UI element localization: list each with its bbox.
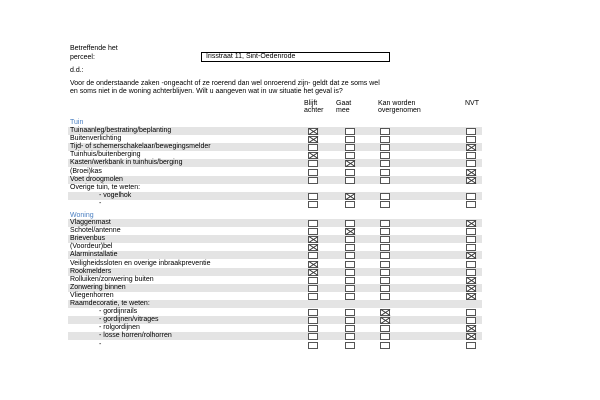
overgenomen-checkbox[interactable] [380, 177, 390, 184]
nvt-checkbox[interactable] [466, 244, 476, 251]
overgenomen-checkbox[interactable] [380, 277, 390, 284]
gaat-mee-checkbox[interactable] [345, 220, 355, 227]
overgenomen-checkbox[interactable] [380, 333, 390, 340]
nvt-checkbox[interactable] [466, 285, 476, 292]
nvt-checkbox[interactable] [466, 342, 476, 349]
gaat-mee-checkbox[interactable] [345, 261, 355, 268]
blijft-achter-checkbox[interactable] [308, 236, 318, 243]
table-row [68, 192, 482, 200]
blijft-achter-checkbox[interactable] [308, 177, 318, 184]
nvt-checkbox[interactable] [466, 193, 476, 200]
row-label: - rolgordijnen [99, 324, 140, 332]
perceel-value: Irisstraat 11, Sint-Oedenrode [206, 53, 296, 60]
nvt-checkbox[interactable] [466, 252, 476, 259]
blijft-achter-checkbox[interactable] [308, 261, 318, 268]
nvt-checkbox[interactable] [466, 333, 476, 340]
table-row [68, 268, 482, 276]
row-label: - losse horren/rolhorren [99, 332, 172, 340]
nvt-checkbox[interactable] [466, 220, 476, 227]
row-label: Tuinhuis/buitenberging [70, 151, 141, 159]
perceel-field[interactable] [201, 52, 390, 62]
blijft-achter-checkbox[interactable] [308, 325, 318, 332]
blijft-achter-checkbox[interactable] [308, 285, 318, 292]
gaat-mee-checkbox[interactable] [345, 285, 355, 292]
overgenomen-checkbox[interactable] [380, 136, 390, 143]
row-label: - vogelhok [99, 191, 132, 199]
row-label: Kasten/werkbank in tuinhuis/berging [70, 159, 183, 167]
overgenomen-checkbox[interactable] [380, 244, 390, 251]
table-row [68, 341, 482, 349]
intro-line-2: en soms niet in de woning achterblijven. Wilt u aangeven wat in uw situatie het geval is? [70, 88, 343, 95]
table-row [68, 200, 482, 208]
gaat-mee-checkbox[interactable] [345, 269, 355, 276]
row-label: Rolluiken/zonwering buiten [70, 275, 154, 283]
blijft-achter-checkbox[interactable] [308, 193, 318, 200]
table-row [68, 292, 482, 300]
table-row [68, 184, 482, 192]
gaat-mee-checkbox[interactable] [345, 144, 355, 151]
overgenomen-checkbox[interactable] [380, 293, 390, 300]
gaat-mee-checkbox[interactable] [345, 136, 355, 143]
table-row [68, 308, 482, 316]
table-row [68, 168, 482, 176]
blijft-achter-checkbox[interactable] [308, 269, 318, 276]
nvt-checkbox[interactable] [466, 177, 476, 184]
blijft-achter-checkbox[interactable] [308, 252, 318, 259]
row-label: Rookmelders [70, 267, 112, 275]
overgenomen-checkbox[interactable] [380, 252, 390, 259]
row-label: Alarminstallatie [70, 251, 118, 259]
overgenomen-checkbox[interactable] [380, 169, 390, 176]
col-blijft-achter: Blijft achter [304, 100, 324, 114]
overgenomen-checkbox[interactable] [380, 193, 390, 200]
row-label: - [99, 199, 102, 207]
blijft-achter-checkbox[interactable] [308, 228, 318, 235]
gaat-mee-checkbox[interactable] [345, 193, 355, 200]
overgenomen-checkbox[interactable] [380, 220, 390, 227]
gaat-mee-checkbox[interactable] [345, 317, 355, 324]
nvt-checkbox[interactable] [466, 169, 476, 176]
nvt-checkbox[interactable] [466, 160, 476, 167]
overgenomen-checkbox[interactable] [380, 128, 390, 135]
row-label: - gordijnrails [99, 308, 138, 316]
blijft-achter-checkbox[interactable] [308, 144, 318, 151]
gaat-mee-checkbox[interactable] [345, 309, 355, 316]
gaat-mee-checkbox[interactable] [345, 128, 355, 135]
overgenomen-checkbox[interactable] [380, 285, 390, 292]
nvt-checkbox[interactable] [466, 201, 476, 208]
nvt-checkbox[interactable] [466, 136, 476, 143]
blijft-achter-checkbox[interactable] [308, 244, 318, 251]
nvt-checkbox[interactable] [466, 309, 476, 316]
section-woning: Woning [70, 212, 94, 219]
overgenomen-checkbox[interactable] [380, 261, 390, 268]
overgenomen-checkbox[interactable] [380, 325, 390, 332]
table-row [68, 251, 482, 259]
perceel-label: perceel: [70, 54, 95, 61]
table-row [68, 176, 482, 184]
blijft-achter-checkbox[interactable] [308, 201, 318, 208]
col-nvt: NVT [465, 100, 479, 107]
row-label: (Voordeur)bel [70, 243, 113, 251]
gaat-mee-checkbox[interactable] [345, 293, 355, 300]
row-label: Vlaggenmast [70, 219, 111, 226]
row-label: Overige tuin, te weten: [70, 183, 141, 191]
date-label: d.d.: [70, 67, 84, 74]
table-row [68, 135, 482, 143]
gaat-mee-checkbox[interactable] [345, 252, 355, 259]
gaat-mee-checkbox[interactable] [345, 333, 355, 340]
blijft-achter-checkbox[interactable] [308, 160, 318, 167]
col-kan-worden-overgenomen: Kan worden overgenomen [378, 100, 421, 114]
overgenomen-checkbox[interactable] [380, 160, 390, 167]
row-label: Veiligheidssloten en overige inbraakpreventie [70, 259, 211, 267]
blijft-achter-checkbox[interactable] [308, 309, 318, 316]
overgenomen-checkbox[interactable] [380, 309, 390, 316]
section-tuin: Tuin [70, 119, 84, 126]
table-row [68, 276, 482, 284]
row-label: Schotel/antenne [70, 227, 121, 235]
row-label: Brievenbus [70, 235, 106, 243]
row-label: Tuinaanleg/bestrating/beplanting [70, 127, 172, 134]
gaat-mee-checkbox[interactable] [345, 228, 355, 235]
table-row [68, 227, 482, 235]
blijft-achter-checkbox[interactable] [308, 317, 318, 324]
blijft-achter-checkbox[interactable] [308, 333, 318, 340]
gaat-mee-checkbox[interactable] [345, 244, 355, 251]
row-label: Voet droogmolen [70, 175, 123, 183]
table-row [68, 151, 482, 159]
table-row [68, 324, 482, 332]
blijft-achter-checkbox[interactable] [308, 220, 318, 227]
gaat-mee-checkbox[interactable] [345, 177, 355, 184]
gaat-mee-checkbox[interactable] [345, 236, 355, 243]
gaat-mee-checkbox[interactable] [345, 342, 355, 349]
blijft-achter-checkbox[interactable] [308, 128, 318, 135]
nvt-checkbox[interactable] [466, 228, 476, 235]
row-label: Raamdecoratie, te weten: [70, 300, 150, 307]
intro-line-1: Voor de onderstaande zaken -ongeacht of ze roerend dan wel onroerend zijn- geldt dat ze soms wel [70, 80, 380, 87]
gaat-mee-checkbox[interactable] [345, 325, 355, 332]
blijft-achter-checkbox[interactable] [308, 152, 318, 159]
blijft-achter-checkbox[interactable] [308, 277, 318, 284]
table-row [68, 143, 482, 151]
overgenomen-checkbox[interactable] [380, 152, 390, 159]
nvt-checkbox[interactable] [466, 277, 476, 284]
table-row [68, 260, 482, 268]
nvt-checkbox[interactable] [466, 152, 476, 159]
row-label: (Broei)kas [70, 167, 102, 175]
overgenomen-checkbox[interactable] [380, 317, 390, 324]
row-label: Zonwering binnen [70, 283, 126, 291]
overgenomen-checkbox[interactable] [380, 236, 390, 243]
overgenomen-checkbox[interactable] [380, 342, 390, 349]
row-label: Vliegenhorren [70, 291, 114, 299]
nvt-checkbox[interactable] [466, 269, 476, 276]
table-row [68, 127, 482, 135]
betreffende-label: Betreffende het [70, 45, 118, 52]
table-row [68, 219, 482, 227]
table-row [68, 332, 482, 340]
nvt-checkbox[interactable] [466, 317, 476, 324]
gaat-mee-checkbox[interactable] [345, 277, 355, 284]
nvt-checkbox[interactable] [466, 144, 476, 151]
gaat-mee-checkbox[interactable] [345, 152, 355, 159]
nvt-checkbox[interactable] [466, 261, 476, 268]
gaat-mee-checkbox[interactable] [345, 160, 355, 167]
overgenomen-checkbox[interactable] [380, 228, 390, 235]
row-label: - [99, 340, 102, 348]
table-row [68, 159, 482, 167]
table-row [68, 284, 482, 292]
overgenomen-checkbox[interactable] [380, 201, 390, 208]
nvt-checkbox[interactable] [466, 128, 476, 135]
blijft-achter-checkbox[interactable] [308, 136, 318, 143]
table-row [68, 300, 482, 308]
nvt-checkbox[interactable] [466, 325, 476, 332]
row-label: Buitenverlichting [70, 135, 122, 143]
row-label: - gordijnen/vitrages [99, 316, 159, 324]
table-row [68, 316, 482, 324]
overgenomen-checkbox[interactable] [380, 269, 390, 276]
nvt-checkbox[interactable] [466, 236, 476, 243]
gaat-mee-checkbox[interactable] [345, 201, 355, 208]
row-label: Tijd- of schemerschakelaar/bewegingsmelder [70, 143, 211, 151]
col-gaat-mee: Gaat mee [336, 100, 352, 114]
table-row [68, 243, 482, 251]
blijft-achter-checkbox[interactable] [308, 293, 318, 300]
overgenomen-checkbox[interactable] [380, 144, 390, 151]
blijft-achter-checkbox[interactable] [308, 169, 318, 176]
nvt-checkbox[interactable] [466, 293, 476, 300]
blijft-achter-checkbox[interactable] [308, 342, 318, 349]
gaat-mee-checkbox[interactable] [345, 169, 355, 176]
table-row [68, 235, 482, 243]
